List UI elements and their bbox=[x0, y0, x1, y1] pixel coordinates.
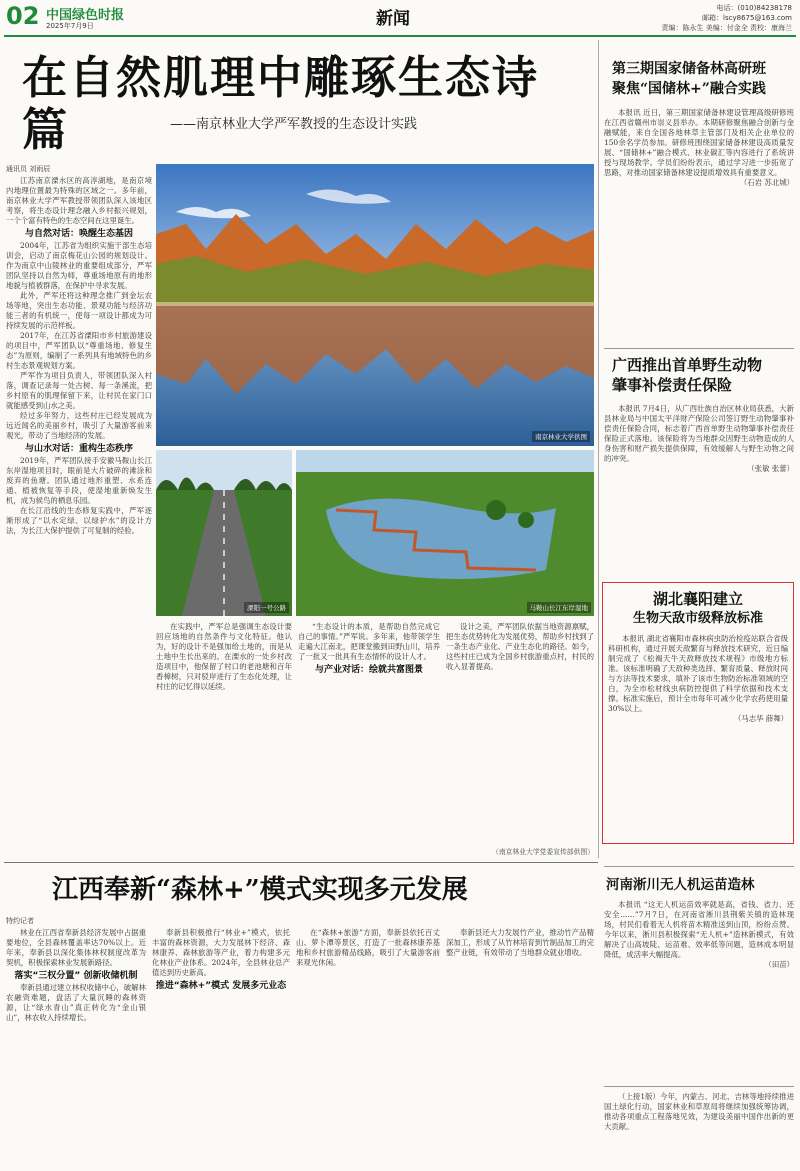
lead-para-1: 江苏南京溧水区的高淳湖地，是南京境内地理位置最为特殊的区域之一。多年前，南京林业大学严军教授带领团队深入该地区考察，将生态设计理念融入乡村振兴规划，一个个富有特色的生态空间在这里诞生。 bbox=[6, 176, 152, 225]
lead-body-col5: 设计之美，严军团队依据当地资源禀赋，把生态优势转化为发展优势，帮助乡村找到了一条生态产业化、产业生态化的路径。如今，这些村庄已成为全国乡村旅游重点村，村民的收入显著提高。 bbox=[446, 622, 594, 671]
bottom-col3-text: 在“森林+旅游”方面，奉新县依托百丈山、萝卜潭等景区，打造了一批森林康养基地和乡村旅游精品线路，吸引了大量游客前来观光休闲。 bbox=[296, 928, 440, 967]
forest-lake-image bbox=[156, 164, 594, 446]
lead-body-col3: 在实践中，严军总是强调生态设计要回应场地的自然条件与文化特征。他认为，好的设计不是强加给土地的，而是从土地中生长出来的。在溧水的一处乡村改造项目中，他保留了村口的老池塘和百年香樟树，只对驳岸进行了生态化处理，让村庄的记忆得以延续。 bbox=[156, 622, 292, 691]
paper-name: 中国绿色时报 bbox=[46, 8, 125, 23]
lead-column-4 bbox=[298, 622, 440, 854]
right-box-title-2: 生物天敌市级释放标准 bbox=[632, 611, 763, 626]
masthead bbox=[0, 0, 800, 34]
lead-column-5 bbox=[446, 622, 594, 842]
lead-para-4: 2017年，在江苏省溧阳市乡村旅游建设的项目中，严军团队以“尊重场地、修复生态”为原则，编制了一系列具有地域特色的乡村生态景观规划方案。 bbox=[6, 331, 152, 370]
photo-1-caption: 南京林业大学供图 bbox=[532, 431, 590, 442]
editors-line: 责编：陈永生 美编：付金全 责校：康海兰 bbox=[661, 24, 792, 32]
bottom-rule-top bbox=[4, 862, 598, 863]
lead-title: 在自然肌理中雕琢生态诗篇 bbox=[22, 51, 540, 156]
wetland-image bbox=[296, 450, 594, 616]
lead-para-7: 2019年，严军团队接手安徽马鞍山长江东岸湿地项目时，眼前是大片破碎的滩涂和废弃的鱼塘。团队通过地形重塑、水系连通、植被恢复等手段，使湿地重新焕发生机，成为候鸟的栖息乐园。 bbox=[6, 456, 152, 505]
right-top-title-1: 第三期国家储备林高研班 bbox=[612, 61, 766, 77]
lead-para-3: 此外，严军还将这种理念推广到金坛农场等地，突出生态功能、景观功能与经济功能三者的有机统一，使每一项设计都成为可持续发展的示范样板。 bbox=[6, 291, 152, 330]
bottom-col2-text: 奉新县积极推行“林业+”模式，依托丰富的森林资源，大力发展林下经济、森林康养、森林旅游等产业，着力构建多元化林业产业体系。2024年，全县林业总产值达到历史新高。 bbox=[152, 928, 290, 977]
right-bottom-body bbox=[604, 900, 794, 1080]
lead-para-2: 2004年，江苏省为组织实施干部生态培训会，启动了南京梅花山公园的规划设计。作为南京中山陵林业的重要组成部分，严军团队坚持以自然为师，尊重场地原有的地形地貌与植被群落，在保护中寻求发展。 bbox=[6, 241, 152, 290]
photo-3-caption: 马鞍山长江东岸湿地 bbox=[527, 602, 592, 613]
photo-wetland bbox=[296, 450, 594, 616]
lead-para-6: 经过多年努力，这些村庄已经发展成为远近闻名的美丽乡村，吸引了大量游客前来观光，带动了当地经济的发展。 bbox=[6, 411, 152, 440]
right-bottom-byline: （田苗） bbox=[764, 960, 794, 969]
right-top-body bbox=[604, 108, 794, 338]
right-mid-byline: （张敏 张蕾） bbox=[747, 464, 794, 473]
footnote bbox=[604, 1092, 794, 1168]
bottom-byline: 特约记者 bbox=[6, 917, 34, 925]
column-divider-right bbox=[598, 40, 599, 858]
right-top-title-2: 聚焦“国储林+”融合实践 bbox=[612, 81, 766, 97]
photo-2-caption: 溧阳一号公路 bbox=[244, 602, 289, 613]
lead-para-5: 严军作为项目负责人，带领团队深入村落，调查记录每一处古树、每一条溪流，把乡村原有的肌理保留下来，让村民在家门口就能感受到山水之美。 bbox=[6, 371, 152, 410]
right-bottom-text: 本报讯 “这无人机运苗效率就是高，省钱、省力、还安全……”7月7日，在河南省淅川县荆紫关镇的造林现场，村民们看着无人机将苗木精准送到山顶，纷纷点赞。今年以来，淅川县积极探索“无人机+”造林新模式，有效解决了山高坡陡、运苗难、效率低等问题，造林成本明显降低，成活率大幅提高。 bbox=[604, 900, 794, 959]
footnote-text: （上接1版）今年，内蒙古、河北、吉林等地持续推进国土绿化行动，国家林业和草原局将继续加强统筹协调，推动各项重点工程落地见效，为建设美丽中国作出新的更大贡献。 bbox=[604, 1092, 794, 1131]
right-box-body bbox=[608, 634, 788, 838]
right-mid-body bbox=[604, 404, 794, 564]
right-box-title-1: 湖北襄阳建立 bbox=[652, 590, 743, 608]
right-top-byline: （石岩 苏北城） bbox=[739, 178, 794, 187]
bottom-col4-text: 奉新县还大力发展竹产业，推动竹产品精深加工，形成了从竹林培育到竹制品加工的完整产业链，有效带动了当地群众就业增收。 bbox=[446, 928, 594, 957]
issue-date: 2025年7月9日 bbox=[46, 22, 94, 30]
contact-phone: 电话：(010)84238178 bbox=[716, 4, 792, 12]
bottom-column-1 bbox=[6, 928, 146, 1168]
right-box-text: 本报讯 湖北省襄阳市森林病虫防治检疫站联合省级科研机构，通过开展天敌繁育与释放技术研究，近日编制完成了《松褐天牛天敌释放技术规程》市级地方标准。该标准明确了天敌种类选择、繁育质量、释放时间与方法等技术要求，填补了该市生物防治标准领域的空白，为全市松材线虫病防控提供了科学依据和技术支撑。标准实施后，预计全市每年可减少化学农药使用量30%以上。 bbox=[608, 634, 788, 713]
bottom-heading-2: 推进“森林+”模式 发展多元业态 bbox=[155, 981, 287, 991]
bottom-col1b-text: 奉新县通过建立林权收储中心，破解林农融资难题，盘活了大量沉睡的森林资源，让“绿水青山”真正转化为“金山银山”，林农收入持续增长。 bbox=[6, 983, 146, 1022]
lead-heading-1: 与自然对话：唤醒生态基因 bbox=[24, 229, 133, 239]
lead-credit: （南京林业大学党委宣传部供图） bbox=[492, 848, 594, 856]
contact-email: 邮箱：lscy8675@163.com bbox=[702, 14, 792, 22]
lead-subtitle: ——南京林业大学严军教授的生态设计实践 bbox=[170, 117, 418, 132]
photo-road bbox=[156, 450, 292, 616]
road-image bbox=[156, 450, 292, 616]
lead-column-3 bbox=[156, 622, 292, 854]
masthead-rule bbox=[4, 35, 796, 37]
right-top-text: 本报讯 近日，第三期国家储备林建设管理高级研修班在江西省赣州市崇义县举办。本期研修聚焦融合创新与金融赋能，来自全国各地林草主管部门及相关企业单位的150余名学员参加。研修班围绕国家储备林建设高质量发展、“国储林+”融合模式、林业碳汇等内容进行了系统讲授与现场教学。学员们纷纷表示，通过学习进一步拓宽了思路，对推动国家储备林建设提质增效具有重要意义。 bbox=[604, 108, 794, 177]
right-bottom-title: 河南淅川无人机运苗造林 bbox=[606, 877, 755, 893]
bottom-heading-1: 落实“三权分置” 创新收储机制 bbox=[14, 971, 138, 981]
right-rule-1 bbox=[604, 348, 794, 349]
right-mid-title-1: 广西推出首单野生动物 bbox=[612, 356, 763, 374]
lead-heading-2: 与山水对话：重构生态秩序 bbox=[24, 444, 133, 454]
section-title: 新闻 bbox=[376, 9, 410, 29]
right-box-byline: （马志华 薛舞） bbox=[733, 714, 788, 723]
right-mid-title-2: 肇事补偿责任保险 bbox=[612, 376, 733, 394]
right-mid-text: 本报讯 7月4日，从广西壮族自治区林业局获悉，大新县林业局与中国太平洋财产保险公司签订野生动物肇事补偿责任保险合同，标志着广西首单野生动物肇事补偿责任保险正式落地。该保险将为当地群众因野生动物造成的人身伤害和财产损失提供保障，有效缓解人与野生动物之间的冲突。 bbox=[604, 404, 794, 463]
lead-byline: 通讯员 刘雨辰 bbox=[6, 165, 51, 173]
lead-heading-3: 与产业对话：绘就共富图景 bbox=[314, 665, 423, 675]
right-rule-2 bbox=[604, 866, 794, 867]
bottom-column-3 bbox=[296, 928, 440, 1168]
bottom-column-2 bbox=[152, 928, 290, 1168]
right-rule-3 bbox=[604, 1086, 794, 1087]
bottom-title: 江西奉新“森林+”模式实现多元发展 bbox=[52, 875, 468, 905]
bottom-col1-text: 林业在江西省奉新县经济发展中占据重要地位，全县森林覆盖率达70%以上。近年来，奉新县以深化集体林权制度改革为契机，积极探索林业发展新路径。 bbox=[6, 928, 146, 967]
lead-body-col4: “生态设计的本质，是帮助自然完成它自己的事情。”严军说。多年来，他带领学生走遍大江南北，把课堂搬到田野山川，培养了一批又一批具有生态情怀的设计人才。 bbox=[298, 622, 440, 661]
lead-para-8: 在长江沿线的生态修复实践中，严军逐渐形成了“以水定绿、以绿护水”的设计方法，为长江大保护提供了可复制的经验。 bbox=[6, 506, 152, 535]
page-number: 02 bbox=[6, 2, 40, 30]
bottom-column-4 bbox=[446, 928, 594, 1168]
photo-forest-lake bbox=[156, 164, 594, 446]
